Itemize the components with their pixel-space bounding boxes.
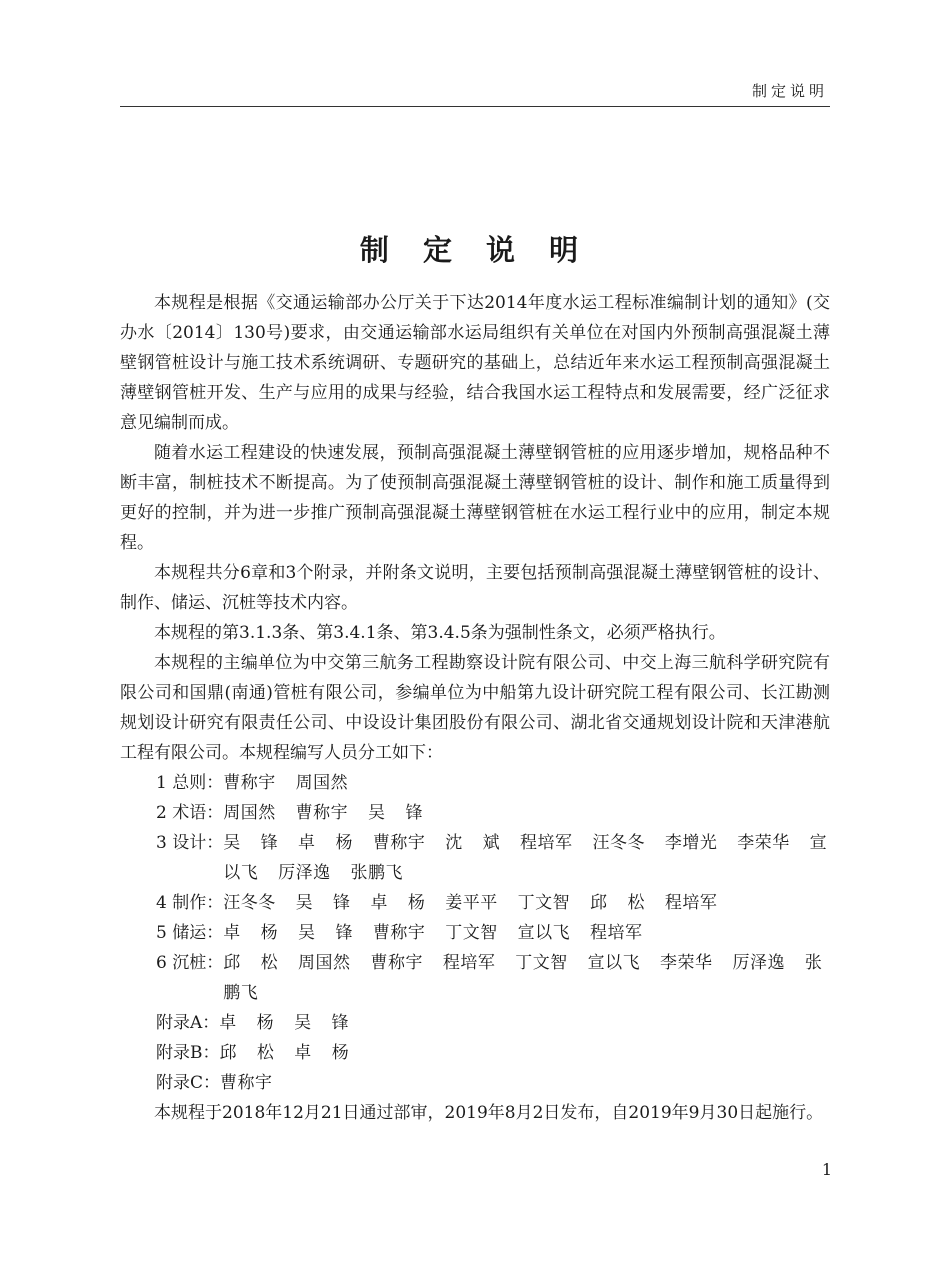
roster-label: 4 制作： <box>156 893 224 913</box>
roster-names: 汪冬冬 吴 锋 卓 杨 姜平平 丁文智 邱 松 程培军 <box>223 893 718 913</box>
roster-label: 附录C： <box>156 1073 221 1093</box>
paragraph-structure: 本规程共分6章和3个附录，并附条文说明，主要包括预制高强混凝土薄壁钢管桩的设计、制作、储运、沉桩等技术内容。 <box>120 563 830 613</box>
roster-names: 吴 锋 卓 杨 曹称宇 沈 斌 程培军 汪冬冬 李增光 李荣华 宣以飞 厉泽逸 张鹏飞 <box>223 833 828 883</box>
roster-label: 附录B： <box>156 1043 220 1063</box>
paragraph-background: 随着水运工程建设的快速发展，预制高强混凝土薄壁钢管桩的应用逐步增加，规格品种不断丰富，制桩技术不断提高。为了使预制高强混凝土薄壁钢管桩的设计、制作和施工质量得到更好的控制，并为进一步推广预制高强混凝土薄壁钢管桩在水运工程行业中的应用，制定本规程。 <box>120 443 830 553</box>
paragraph-editorial-units: 本规程的主编单位为中交第三航务工程勘察设计院有限公司、中交上海三航科学研究院有限公司和国鼎(南通)管桩有限公司，参编单位为中船第九设计研究院工程有限公司、长江勘测规划设计研究有限责任公司、中设设计集团股份有限公司、湖北省交通规划设计院和天津港航工程有限公司。本规程编写人员分工如下： <box>120 653 830 763</box>
roster-label: 1 总则： <box>156 773 224 793</box>
roster-names: 周国然 曹称宇 吴 锋 <box>223 803 423 823</box>
roster-label: 附录A： <box>156 1013 220 1033</box>
roster-item-general <box>120 768 830 798</box>
page-number: 1 <box>821 1160 832 1179</box>
roster-label: 3 设计： <box>156 833 224 853</box>
roster-item-pile-driving <box>120 948 830 1008</box>
roster-names: 卓 杨 吴 锋 <box>219 1013 349 1033</box>
roster-names: 曹称宇 <box>220 1073 273 1093</box>
running-header: 制定说明 <box>751 82 828 100</box>
paragraph-basis: 本规程是根据《交通运输部办公厅关于下达2014年度水运工程标准编制计划的通知》(交办水〔2014〕130号)要求，由交通运输部水运局组织有关单位在对国内外预制高强混凝土薄壁钢管桩设计与施工技术系统调研、专题研究的基础上，总结近年来水运工程预制高强混凝土薄壁钢管桩开发、生产与应用的成果与经验，结合我国水运工程特点和发展需要，经广泛征求意见编制而成。 <box>120 293 830 433</box>
page-title: 制 定 说 明 <box>359 233 591 267</box>
roster-label: 6 沉桩： <box>156 953 224 973</box>
author-roster <box>120 768 830 1098</box>
roster-names: 卓 杨 吴 锋 曹称宇 丁文智 宣以飞 程培军 <box>223 923 643 943</box>
roster-names: 邱 松 周国然 曹称宇 程培军 丁文智 宣以飞 李荣华 厉泽逸 张鹏飞 <box>223 953 823 1003</box>
paragraph-effective-date: 本规程于2018年12月21日通过部审，2019年8月2日发布，自2019年9月30日起施行。 <box>154 1103 824 1123</box>
roster-label: 5 储运： <box>156 923 224 943</box>
roster-item-manufacture <box>120 888 830 918</box>
paragraph-mandatory-clauses: 本规程的第3.1.3条、第3.4.1条、第3.4.5条为强制性条文，必须严格执行。 <box>154 623 726 643</box>
roster-label: 2 术语： <box>156 803 224 823</box>
document-body <box>120 288 830 1128</box>
roster-item-storage <box>120 918 830 948</box>
header-rule <box>120 106 830 107</box>
roster-item-appendix-a <box>120 1008 830 1038</box>
roster-names: 曹称宇 周国然 <box>223 773 349 793</box>
roster-item-appendix-b <box>120 1038 830 1068</box>
roster-item-appendix-c <box>120 1068 830 1098</box>
roster-item-terms <box>120 798 830 828</box>
roster-names: 邱 松 卓 杨 <box>219 1043 350 1063</box>
roster-item-design <box>120 828 830 888</box>
